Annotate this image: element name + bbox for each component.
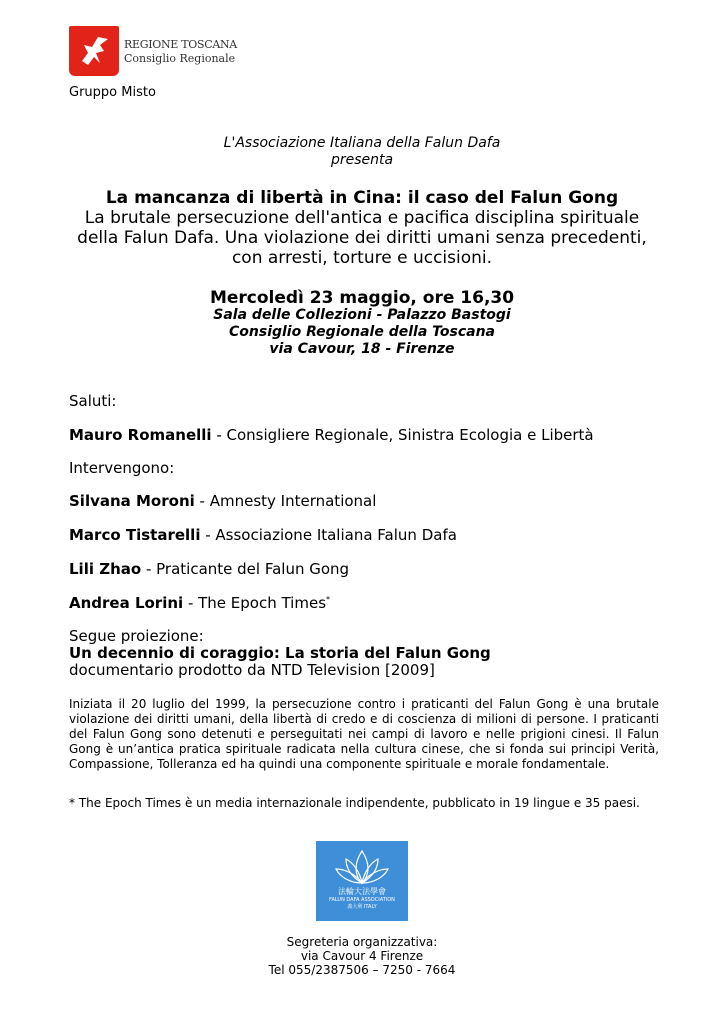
event-place-2: Consiglio Regionale della Toscana	[229, 324, 495, 340]
film-title: Un decennio di coraggio: La storia del Falun Gong	[69, 644, 491, 662]
film-label: Segue proiezione:	[69, 627, 204, 645]
interventi-label: Intervengono:	[69, 459, 175, 477]
logo-association-text: FALUN DAFA ASSOCIATION	[329, 897, 395, 903]
subtitle-2: della Falun Dafa. Una violazione dei diritti umani senza precedenti,	[77, 228, 647, 248]
event-place-3: via Cavour, 18 - Firenze	[269, 341, 455, 357]
speaker: Andrea Lorini - The Epoch Times*	[69, 594, 331, 612]
intro-presenta: presenta	[330, 152, 394, 168]
description-paragraph: Iniziata il 20 luglio del 1999, la persecuzione contro i praticanti del Falun Gong è una brutale violazione dei diritti umani, della libertà di credo e di coscienza di milioni di persone. I praticanti del Falun Gong sono detenuti e perseguitati nei campi di lavoro e nelle prigioni cinesi. Il Falun Gong è un’antica pratica spirituale radicata nella cultura cinese, che si fonda sui principi Verità, Compassione, Tolleranza ed ha quindi una componente spirituale e morale fondamentale.	[69, 697, 659, 771]
speaker: Marco Tistarelli - Associazione Italiana Falun Dafa	[69, 526, 457, 544]
saluti-speaker: Mauro Romanelli - Consigliere Regionale, Sinistra Ecologia e Libertà	[69, 426, 594, 444]
falun-dafa-association-logo	[316, 841, 408, 921]
event-place-1: Sala delle Collezioni - Palazzo Bastogi	[213, 307, 511, 323]
logo-chinese-text: 法輪大法學會	[338, 887, 386, 896]
subtitle-1: La brutale persecuzione dell'antica e pacifica disciplina spirituale	[84, 208, 640, 228]
film-desc: documentario prodotto da NTD Television [2009]	[69, 661, 435, 679]
group-name: Gruppo Misto	[69, 85, 156, 100]
page-title: La mancanza di libertà in Cina: il caso del Falun Gong	[105, 188, 619, 208]
speaker: Silvana Moroni - Amnesty International	[69, 492, 377, 510]
logo-text-line-1: REGIONE TOSCANA	[124, 38, 237, 51]
footnote: * The Epoch Times è un media internazionale indipendente, pubblicato in 19 lingue e 35 paesi.	[69, 796, 640, 810]
intro-line: L'Associazione Italiana della Falun Dafa	[223, 135, 501, 151]
event-date: Mercoledì 23 maggio, ore 16,30	[209, 288, 515, 308]
speaker: Lili Zhao - Praticante del Falun Gong	[69, 560, 350, 578]
subtitle-3: con arresti, torture e uccisioni.	[231, 248, 493, 268]
regione-toscana-logo	[69, 26, 237, 81]
saluti-label: Saluti:	[69, 392, 117, 410]
pegasus-shield-icon	[69, 26, 119, 76]
logo-text-line-2: Consiglio Regionale	[124, 52, 236, 65]
footer-line-2: via Cavour 4 Firenze	[300, 949, 424, 963]
footer-phone: Tel 055/2387506 – 7250 - 7664	[268, 963, 456, 977]
footer-line-1: Segreteria organizzativa:	[286, 935, 438, 949]
lotus-icon	[332, 847, 392, 887]
logo-italy-text: 義大利 ITALY	[347, 904, 377, 910]
